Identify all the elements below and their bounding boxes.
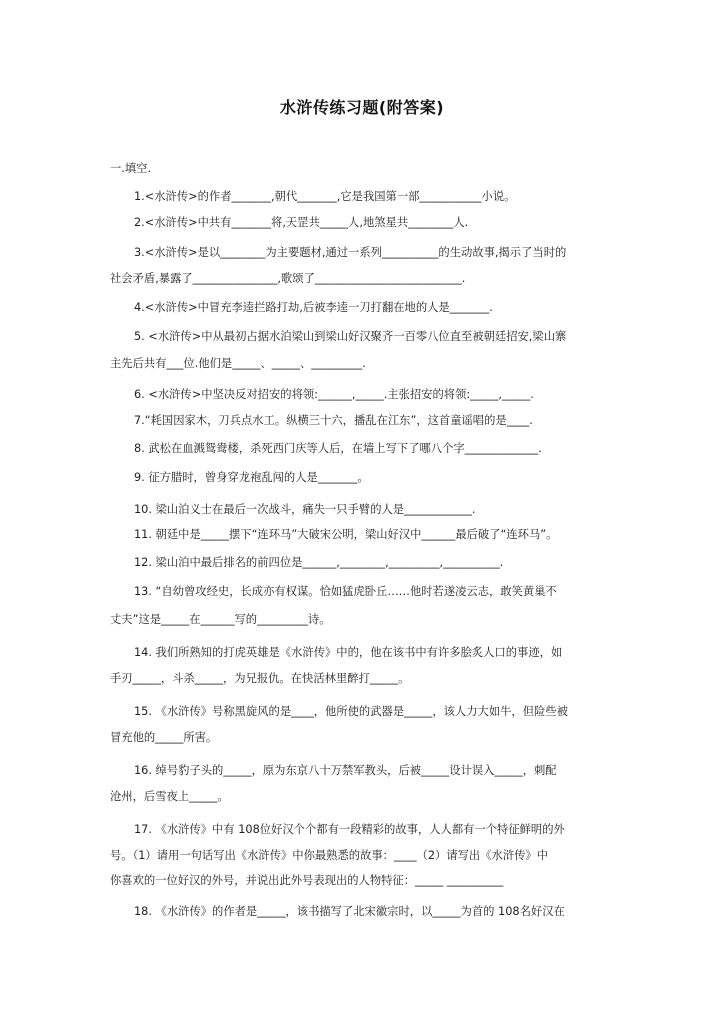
question-17-line-2: 号。（1）请用一句话写出《水浒传》中你最熟悉的故事：____（2）请写出《水浒传》中 [110, 849, 549, 862]
question-9: 9. 征方腊时，曾身穿龙袍乱闯的人是_______。 [134, 471, 369, 484]
document-title: 水浒传练习题(附答案) [279, 98, 445, 117]
question-17-line-1: 17. 《水浒传》中有 108位好汉个个都有一段精彩的故事，人人都有一个特征鲜明的外 [134, 823, 565, 836]
question-16-line-2: 沧州，后雪夜上_____。 [110, 790, 229, 803]
question-4: 4.<水浒传>中冒充李逵拦路打劫,后被李逵一刀打翻在地的人是_______. [134, 301, 493, 314]
question-13-line-2: 丈夫”这是_____在______写的_________诗。 [110, 613, 331, 626]
question-18-line-1: 18. 《水浒传》的作者是_____，该书描写了北宋徽宗时，以_____为首的 108名好汉在 [134, 905, 565, 918]
question-11: 11. 朝廷中是_____摆下“连环马”大破宋公明，梁山好汉中______最后破了“连环马”。 [134, 528, 558, 541]
question-1: 1.<水浒传>的作者_______,朝代_______,它是我国第一部___________小说。 [134, 190, 516, 203]
question-15-line-2: 冒充他的_____所害。 [110, 731, 218, 744]
question-5-line-1: 5. <水浒传>中从最初占据水泊梁山到梁山好汉聚齐一百零八位直至被朝廷招安,梁山寨 [134, 330, 567, 343]
question-16-line-1: 16. 绰号豹子头的_____，原为东京八十万禁军教头，后被_____设计误入_____，刺配 [134, 764, 557, 777]
question-7: 7.“耗国因家木，刀兵点水工。纵横三十六，播乱在江东”，这首童谣唱的是____. [134, 414, 533, 427]
question-14-line-2: 手刃_____，斗杀_____，为兄报仇。在快活林里醉打_____。 [110, 672, 410, 685]
section-heading: 一.填空. [110, 162, 152, 175]
question-3-line-1: 3.<水浒传>是以________为主要题材,通过一系列__________的生动故事,揭示了当时的 [134, 246, 567, 259]
question-17-line-3: 你喜欢的一位好汉的外号，并说出此外号表现出的人物特征：_____ __________ [110, 874, 504, 887]
question-10: 10. 梁山泊义士在最后一次战斗，痛失一只手臂的人是____________. [134, 503, 476, 516]
question-12: 12. 梁山泊中最后排名的前四位是______,________,_________,__________. [134, 556, 504, 569]
question-8: 8. 武松在血溅鸳鸯楼，杀死西门庆等人后，在墙上写下了哪八个字_____________. [134, 442, 542, 455]
question-5-line-2: 主先后共有___位.他们是_____、_____、_________. [110, 357, 366, 370]
question-6: 6. <水浒传>中坚决反对招安的将领:______,_____.主张招安的将领:_____,_____. [134, 388, 534, 401]
question-13-line-1: 13. “自幼曾攻经史，长成亦有权谋。恰如猛虎卧丘……他时若遂凌云志，敢笑黄巢不 [134, 585, 557, 598]
question-3-line-2: 社会矛盾,暴露了_______________,歌颂了__________________________. [110, 272, 466, 285]
question-15-line-1: 15. 《水浒传》号称黑旋风的是____，他所使的武器是_____，该人力大如牛，但险些被 [134, 705, 568, 718]
question-2: 2.<水浒传>中共有_______将,天罡共_____人,地煞星共________人. [134, 216, 469, 229]
question-14-line-1: 14. 我们所熟知的打虎英雄是《水浒传》中的，他在该书中有许多脍炙人口的事迹，如 [134, 646, 563, 659]
